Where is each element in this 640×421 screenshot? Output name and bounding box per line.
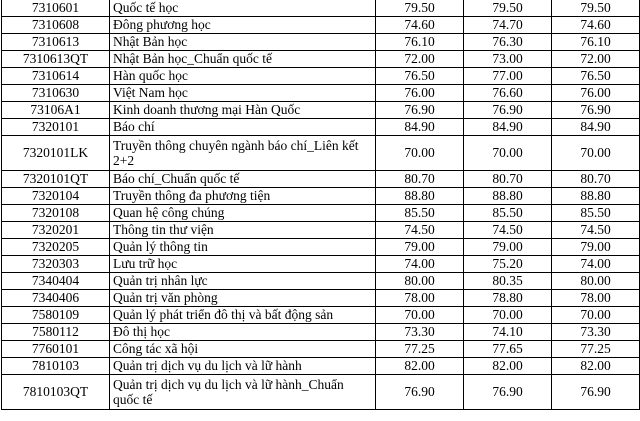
major-name-cell: Việt Nam học	[110, 85, 376, 102]
score-cell-1: 70.00	[376, 307, 464, 324]
score-cell-3: 76.00	[552, 85, 640, 102]
score-cell-3: 80.70	[552, 171, 640, 188]
score-cell-3: 76.90	[552, 102, 640, 119]
major-code-cell: 7320101QT	[2, 171, 110, 188]
table-row	[2, 85, 640, 102]
score-cell-3: 74.50	[552, 222, 640, 239]
major-name-cell: Truyền thông chuyên ngành báo chí_Liên kết 2+2	[110, 136, 376, 171]
major-name-cell: Quản lý thông tin	[110, 239, 376, 256]
major-code-cell: 7320205	[2, 239, 110, 256]
table-row	[2, 239, 640, 256]
major-code-cell: 7320108	[2, 205, 110, 222]
score-cell-2: 85.50	[464, 205, 552, 222]
major-code-cell: 7810103QT	[2, 375, 110, 410]
admission-scores-table	[1, 0, 640, 410]
major-name-cell: Hàn quốc học	[110, 68, 376, 85]
score-cell-3: 78.00	[552, 290, 640, 307]
major-code-cell: 7320104	[2, 188, 110, 205]
table-row	[2, 205, 640, 222]
major-code-cell: 7320201	[2, 222, 110, 239]
score-cell-3: 82.00	[552, 358, 640, 375]
major-name-cell: Quản lý phát triển đô thị và bất động sản	[110, 307, 376, 324]
score-cell-1: 77.25	[376, 341, 464, 358]
table-row	[2, 188, 640, 205]
major-code-cell: 7310601	[2, 0, 110, 17]
table-row	[2, 273, 640, 290]
score-cell-1: 76.90	[376, 102, 464, 119]
score-cell-3: 74.60	[552, 17, 640, 34]
major-name-cell: Đông phương học	[110, 17, 376, 34]
score-cell-1: 85.50	[376, 205, 464, 222]
table-row	[2, 136, 640, 171]
score-cell-1: 74.50	[376, 222, 464, 239]
major-code-cell: 7760101	[2, 341, 110, 358]
table-row	[2, 375, 640, 410]
major-name-cell: Quốc tế học	[110, 0, 376, 17]
score-cell-2: 82.00	[464, 358, 552, 375]
table-body	[2, 0, 640, 410]
score-cell-2: 76.30	[464, 34, 552, 51]
table-row	[2, 307, 640, 324]
major-name-cell: Truyền thông đa phương tiện	[110, 188, 376, 205]
score-cell-2: 74.10	[464, 324, 552, 341]
major-name-cell: Báo chí	[110, 119, 376, 136]
score-cell-2: 79.50	[464, 0, 552, 17]
major-code-cell: 7580109	[2, 307, 110, 324]
score-cell-3: 79.50	[552, 0, 640, 17]
major-name-cell: Lưu trữ học	[110, 256, 376, 273]
score-cell-2: 70.00	[464, 307, 552, 324]
score-cell-1: 82.00	[376, 358, 464, 375]
major-name-cell: Kinh doanh thương mại Hàn Quốc	[110, 102, 376, 119]
score-cell-1: 88.80	[376, 188, 464, 205]
table-row	[2, 256, 640, 273]
score-cell-2: 80.70	[464, 171, 552, 188]
table-row	[2, 358, 640, 375]
major-name-cell: Quan hệ công chúng	[110, 205, 376, 222]
score-cell-3: 85.50	[552, 205, 640, 222]
score-cell-3: 77.25	[552, 341, 640, 358]
table-row	[2, 171, 640, 188]
score-cell-3: 72.00	[552, 51, 640, 68]
major-name-cell: Nhật Bản học_Chuẩn quốc tế	[110, 51, 376, 68]
major-code-cell: 7320101	[2, 119, 110, 136]
major-name-cell: Quản trị văn phòng	[110, 290, 376, 307]
score-cell-1: 70.00	[376, 136, 464, 171]
table-row	[2, 290, 640, 307]
score-cell-2: 80.35	[464, 273, 552, 290]
score-cell-1: 78.00	[376, 290, 464, 307]
score-cell-3: 70.00	[552, 136, 640, 171]
major-name-cell: Thông tin thư viện	[110, 222, 376, 239]
score-cell-2: 77.00	[464, 68, 552, 85]
score-cell-3: 84.90	[552, 119, 640, 136]
score-cell-3: 73.30	[552, 324, 640, 341]
score-cell-3: 80.00	[552, 273, 640, 290]
score-cell-2: 73.00	[464, 51, 552, 68]
major-name-cell: Quản trị dịch vụ du lịch và lữ hành	[110, 358, 376, 375]
major-code-cell: 7320303	[2, 256, 110, 273]
major-code-cell: 7310630	[2, 85, 110, 102]
major-code-cell: 7310614	[2, 68, 110, 85]
major-code-cell: 7310608	[2, 17, 110, 34]
table-row	[2, 324, 640, 341]
score-cell-2: 77.65	[464, 341, 552, 358]
major-code-cell: 73106A1	[2, 102, 110, 119]
score-cell-1: 76.50	[376, 68, 464, 85]
score-cell-1: 76.10	[376, 34, 464, 51]
table-row	[2, 17, 640, 34]
major-name-cell: Quản trị nhân lực	[110, 273, 376, 290]
score-cell-1: 73.30	[376, 324, 464, 341]
score-cell-2: 76.90	[464, 375, 552, 410]
major-code-cell: 7340404	[2, 273, 110, 290]
score-cell-3: 76.50	[552, 68, 640, 85]
table-row	[2, 222, 640, 239]
score-cell-2: 76.90	[464, 102, 552, 119]
score-cell-2: 74.50	[464, 222, 552, 239]
table-row	[2, 102, 640, 119]
score-cell-3: 76.90	[552, 375, 640, 410]
score-cell-1: 79.00	[376, 239, 464, 256]
major-name-cell: Nhật Bản học	[110, 34, 376, 51]
score-cell-1: 76.90	[376, 375, 464, 410]
major-code-cell: 7810103	[2, 358, 110, 375]
score-cell-2: 76.60	[464, 85, 552, 102]
score-cell-2: 78.80	[464, 290, 552, 307]
score-cell-2: 70.00	[464, 136, 552, 171]
table-row	[2, 119, 640, 136]
table-row	[2, 34, 640, 51]
score-cell-1: 74.00	[376, 256, 464, 273]
score-cell-1: 80.70	[376, 171, 464, 188]
major-code-cell: 7580112	[2, 324, 110, 341]
score-cell-3: 74.00	[552, 256, 640, 273]
score-cell-2: 84.90	[464, 119, 552, 136]
major-code-cell: 7310613QT	[2, 51, 110, 68]
score-cell-3: 79.00	[552, 239, 640, 256]
table-row	[2, 51, 640, 68]
score-cell-3: 76.10	[552, 34, 640, 51]
score-cell-1: 84.90	[376, 119, 464, 136]
table-row	[2, 0, 640, 17]
score-cell-1: 72.00	[376, 51, 464, 68]
score-cell-1: 74.60	[376, 17, 464, 34]
major-code-cell: 7320101LK	[2, 136, 110, 171]
major-code-cell: 7310613	[2, 34, 110, 51]
score-cell-1: 79.50	[376, 0, 464, 17]
table-row	[2, 341, 640, 358]
major-name-cell: Quản trị dịch vụ du lịch và lữ hành_Chuẩn quốc tế	[110, 375, 376, 410]
score-cell-1: 80.00	[376, 273, 464, 290]
score-cell-3: 88.80	[552, 188, 640, 205]
major-code-cell: 7340406	[2, 290, 110, 307]
table-row	[2, 68, 640, 85]
score-cell-2: 75.20	[464, 256, 552, 273]
score-cell-1: 76.00	[376, 85, 464, 102]
score-cell-2: 88.80	[464, 188, 552, 205]
major-name-cell: Báo chí_Chuẩn quốc tế	[110, 171, 376, 188]
score-cell-2: 74.70	[464, 17, 552, 34]
score-cell-3: 70.00	[552, 307, 640, 324]
major-name-cell: Công tác xã hội	[110, 341, 376, 358]
major-name-cell: Đô thị học	[110, 324, 376, 341]
score-cell-2: 79.00	[464, 239, 552, 256]
